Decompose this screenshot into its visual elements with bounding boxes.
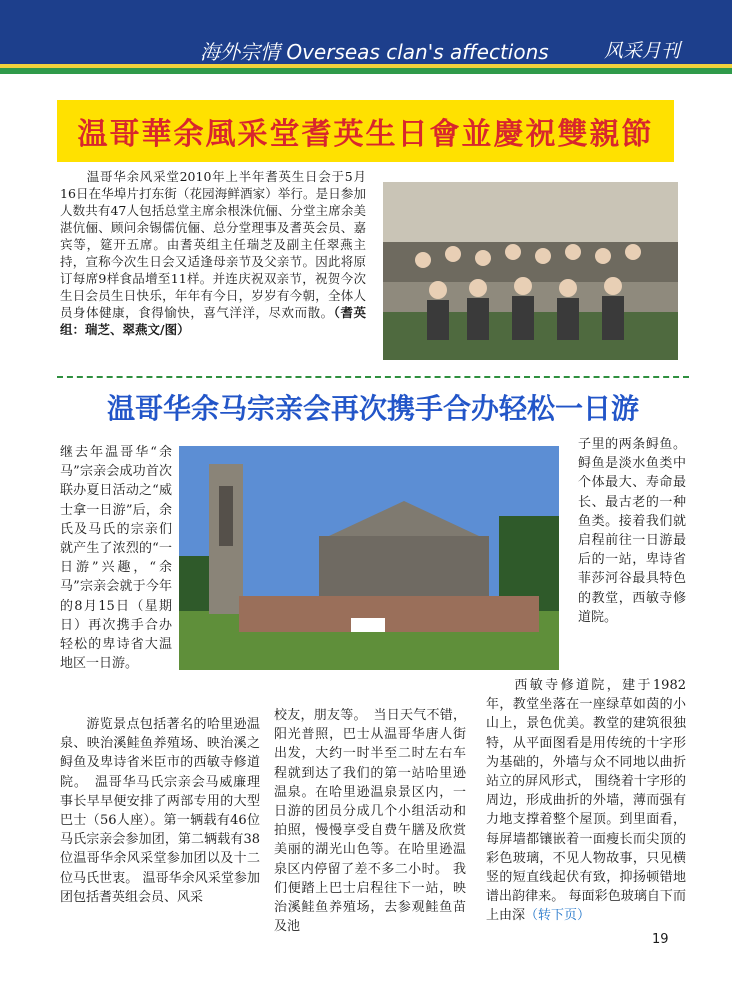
article2-column1-top: 继去年温哥华“余马”宗亲会成功首次联办夏日活动之“威士拿一日游”后，余氏及马氏的宗亲们就产生了浓烈的“一日游”兴趣，“余马”宗亲会就于今年的8月15日（星期日）再次携手合办轻松的卑诗省大温地区一日游。 [60, 445, 172, 672]
magazine-name: 风采月刊 [604, 40, 681, 62]
article1-text: 温哥华余风采堂2010年上半年耆英生日会于5月16日在华埠片打东街（花园海鲜酒家）举行。是日参加人数共有47人包括总堂主席余根洙伉俪、分堂主席余美湛伉俪、顾问余锡儒伉俪、总分堂理事及耆英会员、嘉宾等，筵开五席。由耆英组主任瑞芝及副主任翠燕主持，宣称今次生日会又适逢母亲节及父亲节。因此将原订每席9样食品增至11样。并连庆祝双亲节，祝贺今次生日会员生日快乐，年年有今日，岁岁有今朝，全体人员身体健康，食得愉快，喜气洋洋，尽欢而散。 [60, 169, 366, 320]
article2-column3-bottom [486, 676, 686, 926]
article1-body [60, 168, 366, 338]
article2-col3b-text: 西敏寺修道院，建于1982年，教堂坐落在一座绿草如茵的小山上，景色优美。教堂的建筑很独特，从平面图看是用传统的十字形为基础的，外墙与众不同地以曲折站立的屏风形式， 围绕着十字形的周边，形成曲折的外墙，薄而强有力地支撑着整个屋顶。到里面看，每屏墙都镶嵌着一面瘦长而尖顶的彩色玻璃，不见人物故事，只见横竖的短直线起伏有致，抑扬顿错地谱出韵律来。 每面彩色玻璃自下而上由深 [486, 678, 686, 924]
group-photo-banquet [383, 182, 678, 360]
page-number: 19 [652, 932, 669, 947]
article2-column1-bottom [60, 715, 260, 907]
page-header [0, 0, 732, 74]
section-title: 海外宗情 Overseas clan's affections [200, 40, 549, 64]
continued-link[interactable]: （转下页） [525, 908, 591, 924]
article2-column3-top: 子里的两条鲟鱼。鲟鱼是淡水鱼类中个体最大、寿命最长、最古老的一种鱼类。接着我们就启程前往一日游最后的一站，卑诗省菲莎河谷最具特色的教堂，西敏寺修道院。 [578, 437, 686, 625]
article1-title-banner [57, 100, 674, 162]
article1-credit: （耆英组：瑞芝、翠燕文/图） [60, 305, 366, 337]
article2-title: 温哥华余马宗亲会再次携手合办轻松一日游 [106, 392, 639, 425]
section-divider [57, 376, 689, 378]
article1-title: 温哥華余風采堂耆英生日會並慶祝雙親節 [77, 117, 654, 152]
group-photo-abbey [179, 446, 559, 670]
article2-column2: 校友，朋友等。 当日天气不错，阳光普照，巴士从温哥华唐人街出发，大约一时半至二时左右车程就到达了我们的第一站哈里逊温泉。在哈里逊温泉景区内，一日游的团员分成几个小组活动和拍照，慢慢享受自费午膳及欣赏美丽的湖光山色等。在哈里逊温泉区内停留了差不多二小时。 我们便踏上巴士启程往下一站，映治溪鲑鱼养殖场，去参观鲑鱼苗及池 [274, 708, 466, 935]
header-stripe-green [0, 68, 732, 74]
article2-col1b-text: 游览景点包括著名的哈里逊温泉、映治溪鲑鱼养殖场、映治溪之鲟鱼及卑诗省米臣市的西敏寺修道院。 温哥华马氏宗亲会马威廉理事长早早便安排了两部专用的大型巴士（56人座）。第一辆载有46位马氏宗亲会参加团，第二辆载有38位温哥华余风采堂参加团以及十二位马氏世衷。 温哥华余风采堂参加团包括耆英组会员、风采 [60, 717, 260, 905]
